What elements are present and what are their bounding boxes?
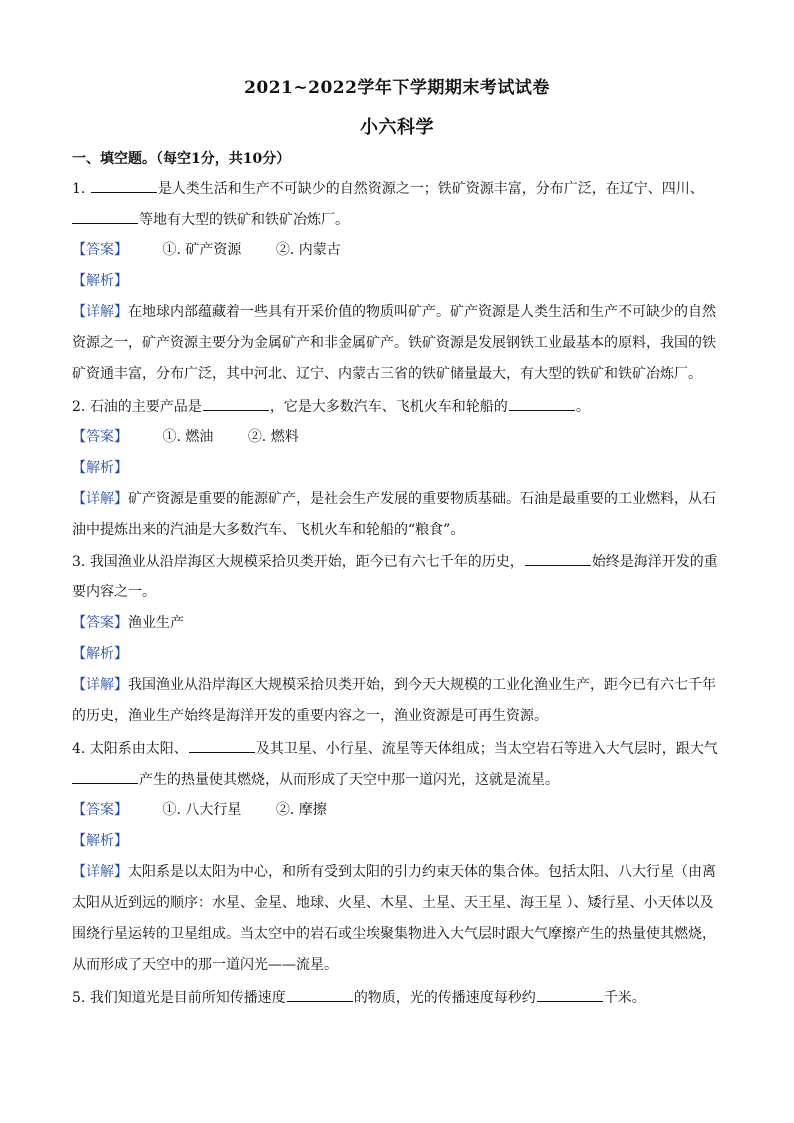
question-3-line-2: 要内容之一。 — [72, 584, 156, 600]
question-1-line-2 — [72, 210, 349, 229]
fill-blank — [525, 552, 591, 566]
question-text: 产生的热量使其燃烧，从而形成了天空中那一道闪光，这就是流星。 — [139, 772, 559, 788]
detail-line: 围绕行星运转的卫星组成。当太空中的岩石或尘埃聚集物进入大气层时跟大气摩擦产生的热量使其燃烧， — [72, 926, 716, 942]
question-text: 始终是海洋开发的重 — [591, 554, 718, 570]
answer-value: 摩擦 — [298, 802, 327, 818]
answer-tag: 【答案】 — [72, 429, 128, 445]
analysis-tag: 【解析】 — [72, 646, 128, 662]
fill-blank — [509, 397, 575, 411]
detail-line: 从而形成了天空中的那一道闪光——流星。 — [72, 957, 338, 973]
analysis-tag: 【解析】 — [72, 833, 128, 849]
fill-blank — [91, 179, 157, 193]
answer-tag: 【答案】 — [72, 802, 128, 818]
detail-text: 矿产资源是重要的能源矿产，是社会生产发展的重要物质基础。石油是最重要的工业燃料，从石 — [128, 491, 716, 507]
page-title: 2021~2022学年下学期期末考试试卷 — [244, 78, 550, 98]
analysis-tag: 【解析】 — [72, 273, 128, 289]
question-5-line-1 — [72, 988, 646, 1007]
detail-line — [72, 676, 716, 694]
question-text: 太阳系由太阳、 — [89, 741, 188, 757]
detail-line: 太阳从近到远的顺序：水星、金星、地球、火星、木星、土星、天王星、海王星 ）、矮行星、小天体以及 — [72, 895, 714, 911]
detail-line: 矿资通丰富，分布广泛，其中河北、辽宁、内蒙古三省的铁矿储量最大，有大型的铁矿和铁矿冶炼厂。 — [72, 366, 702, 382]
answer-num: ①. — [162, 242, 181, 258]
question-4-line-1 — [72, 739, 718, 758]
analysis-line — [72, 272, 128, 290]
question-3-line-1 — [72, 552, 718, 571]
question-number: 5. — [72, 990, 86, 1006]
answer-num: ②. — [247, 429, 267, 445]
page-subtitle: 小六科学 — [360, 117, 434, 138]
question-text: 是人类生活和生产不可缺少的自然资源之一；铁矿资源丰富，分布广泛，在辽宁、四川、 — [157, 181, 704, 197]
question-text: 千米。 — [603, 990, 646, 1006]
answer-num: ②. — [275, 802, 295, 818]
analysis-line — [72, 645, 128, 663]
question-text: 及其卫星、小行星、流星等天体组成；当太空岩石等进入大气层时，跟大气 — [255, 741, 718, 757]
answer-num: ①. — [162, 802, 181, 818]
answer-line — [72, 428, 299, 446]
detail-line — [72, 863, 716, 881]
answer-line — [72, 241, 341, 259]
answer-num: ②. — [275, 242, 295, 258]
answer-value: 燃油 — [185, 429, 214, 445]
fill-blank — [72, 210, 138, 224]
question-2-line-1 — [72, 397, 590, 416]
detail-line — [72, 490, 716, 508]
answer-value: 燃料 — [270, 429, 299, 445]
question-number: 4. — [72, 741, 86, 757]
detail-line: 资源之一，矿产资源主要分为金属矿产和非金属矿产。铁矿资源是发展钢铁工业最基本的原料，我国的铁 — [72, 335, 716, 351]
detail-text: 在地球内部蕴藏着一些具有开采价值的物质叫矿产。矿产资源是人类生活和生产不可缺少的自然 — [128, 304, 716, 320]
fill-blank — [537, 988, 603, 1002]
answer-tag: 【答案】 — [72, 242, 128, 258]
answer-tag: 【答案】 — [72, 615, 128, 631]
detail-line: 油中提炼出来的汽油是大多数汽车、飞机火车和轮船的“粮食”。 — [72, 522, 465, 538]
analysis-line — [72, 832, 128, 850]
analysis-tag: 【解析】 — [72, 460, 128, 476]
fill-blank — [189, 739, 255, 753]
answer-value: 渔业生产 — [128, 615, 184, 631]
question-text: 的物质，光的传播速度每秒约 — [353, 990, 536, 1006]
question-text: 石油的主要产品是 — [89, 399, 202, 415]
fill-blank — [203, 397, 269, 411]
detail-line — [72, 303, 716, 321]
question-1-line-1 — [72, 179, 704, 198]
question-4-line-2 — [72, 770, 559, 789]
answer-value: 八大行星 — [185, 802, 242, 818]
answer-value: 矿产资源 — [185, 242, 242, 258]
question-number: 1. — [72, 181, 86, 197]
answer-value: 内蒙古 — [298, 242, 341, 258]
answer-line — [72, 614, 184, 632]
question-text: 等地有大型的铁矿和铁矿冶炼厂。 — [139, 212, 349, 228]
detail-text: 我国渔业从沿岸海区大规模采拾贝类开始，到今天大规模的工业化渔业生产，距今已有六七千年 — [128, 677, 716, 693]
fill-blank — [72, 770, 138, 784]
question-text: 我们知道光是目前所知传播速度 — [89, 990, 286, 1006]
question-text: 我国渔业从沿岸海区大规模采拾贝类开始，距今已有六七千年的历史， — [89, 554, 524, 570]
question-number: 3. — [72, 554, 86, 570]
detail-tag: 【详解】 — [72, 864, 128, 880]
question-text: ，它是大多数汽车、飞机火车和轮船的 — [269, 399, 508, 415]
detail-tag: 【详解】 — [72, 677, 128, 693]
analysis-line — [72, 459, 128, 477]
question-text: 。 — [575, 399, 590, 415]
detail-text: 太阳系是以太阳为中心，和所有受到太阳的引力约束天体的集合体。包括太阳、八大行星（由离 — [128, 864, 716, 880]
fill-blank — [287, 988, 353, 1002]
answer-num: ①. — [162, 429, 181, 445]
detail-line: 的历史，渔业生产始终是海洋开发的重要内容之一，渔业资源是可再生资源。 — [72, 708, 548, 724]
detail-tag: 【详解】 — [72, 304, 128, 320]
question-number: 2. — [72, 399, 86, 415]
detail-tag: 【详解】 — [72, 491, 128, 507]
answer-line — [72, 801, 327, 819]
section-heading: 一、填空题。（每空1分，共10分） — [72, 151, 291, 167]
